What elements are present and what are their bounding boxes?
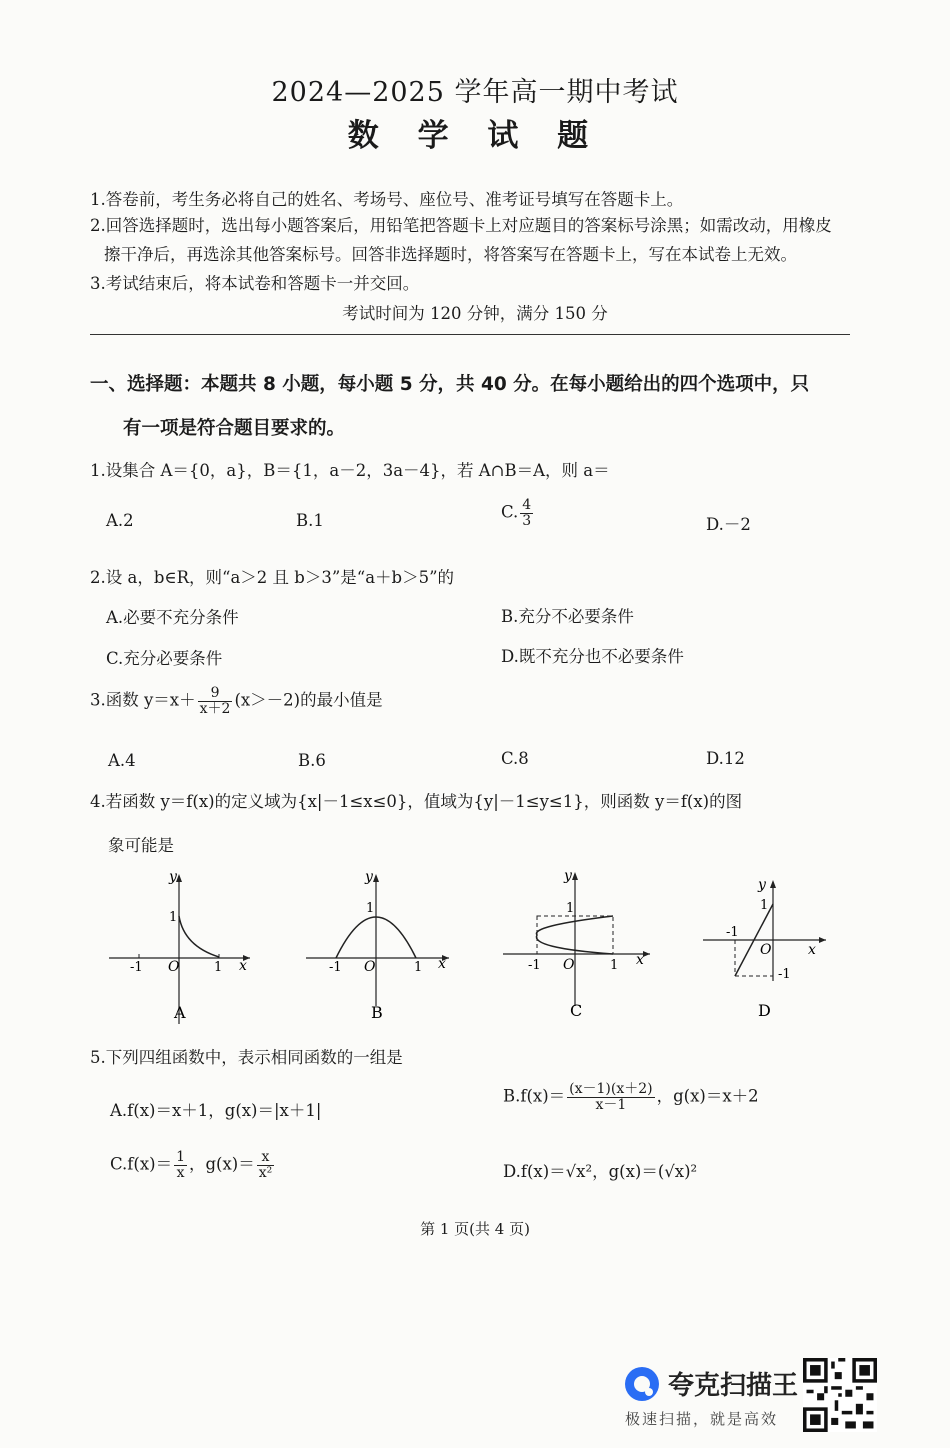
q1-c-numerator: 4 [522,497,532,513]
graph-a-curve [179,916,219,957]
q5-c-denominator-1: x [176,1164,185,1181]
section-heading-line1: 一、选择题：本题共 8 小题，每小题 5 分，共 40 分。在每小题给出的四个选项中，只 [90,374,810,395]
q3-numerator: 9 [198,686,233,702]
q2-option-a: A.必要不充分条件 [106,608,239,627]
graph-c-x-one: 1 [610,958,619,973]
graph-b-y-label: y [365,869,373,885]
graph-b-x-neg1: -1 [329,960,342,975]
graph-d-y-label: y [758,877,766,893]
graph-c-y-arrow [572,872,578,880]
graph-c-origin: O [563,957,575,973]
q5-stem: 5.下列四组函数中，表示相同函数的一组是 [90,1048,403,1067]
q4-stem-line1: 4.若函数 y＝f(x)的定义域为{x|－1≤x≤0}，值域为{y|－1≤y≤1}，则函数 y＝f(x)的图 [90,792,743,811]
graph-a-origin: O [168,959,180,975]
q5-option-c-fraction-2 [257,1150,275,1180]
graph-c-x-label: x [636,952,644,968]
quark-logo-icon [622,1364,662,1404]
q5-c-numerator-1: 1 [176,1149,185,1165]
page-number: 第 1 页(共 4 页) [420,1220,530,1238]
note-1: 1.答卷前，考生务必将自己的姓名、考场号、座位号、准考证号填写在答题卡上。 [90,190,684,209]
divider [90,334,850,335]
graph-a-y-label: y [169,869,177,885]
q1-option-d: D.－2 [706,515,751,534]
graph-c-x-arrow [643,951,650,957]
graph-a-x-one: 1 [214,960,223,975]
q2-option-c: C.充分必要条件 [106,649,223,668]
q5-option-b-fraction [567,1082,654,1112]
graph-c-caption: C [570,1001,583,1020]
graph-d [698,866,833,1026]
q1-option-b: B.1 [296,511,324,530]
q5-option-a: A.f(x)＝x＋1，g(x)＝|x＋1| [110,1101,322,1120]
q3-option-a: A.4 [108,751,136,770]
q5-option-d: D.f(x)＝√x²，g(x)＝(√x)² [503,1162,698,1181]
graph-b-x-label: x [438,956,446,972]
graph-c [500,866,655,1026]
graph-a-x-label: x [239,958,247,974]
watermark-slogan: 极速扫描，就是高效 [625,1410,779,1428]
q5-c-denominator-2: x² [258,1164,273,1181]
note-3: 3.考试结束后，将本试卷和答题卡一并交回。 [90,274,420,293]
q5-b-denominator: x－1 [595,1096,627,1113]
q2-option-b: B.充分不必要条件 [501,607,634,626]
q3-option-d: D.12 [706,749,745,768]
graph-b-y-one: 1 [366,901,375,916]
q3-stem [90,686,383,716]
q1-option-c-prefix: C. [501,502,519,522]
graph-d-y-neg1: -1 [778,967,791,982]
graph-d-origin: O [760,942,772,958]
q3-denominator: x＋2 [199,700,231,717]
note-2a: 2.回答选择题时，选出每小题答案后，用铅笔把答题卡上对应题目的答案标号涂黑；如需改动，用橡皮 [90,216,832,235]
graph-d-caption: D [758,1001,771,1020]
q2-option-d: D.既不充分也不必要条件 [501,647,684,666]
note-2b: 擦干净后，再选涂其他答案标号。回答非选择题时，将答案写在答题卡上，写在本试卷上无效。 [104,245,797,264]
graph-a-x-neg1: -1 [130,960,143,975]
graph-d-y-one: 1 [760,898,769,913]
q5-option-c [110,1150,276,1180]
q1-option-c [501,498,535,528]
q3-stem-suffix: (x＞－2)的最小值是 [234,690,383,710]
graph-a-caption: A [174,1003,186,1022]
graph-b-origin: O [364,959,376,975]
graph-b-x-one: 1 [414,960,423,975]
subject-title: 数 学 试 题 [347,118,603,154]
q2-stem: 2.设 a，b∈R，则“a＞2 且 b＞3”是“a＋b＞5”的 [90,568,455,587]
graph-a-y-one: 1 [169,910,178,925]
section-heading-line2: 有一项是符合题目要求的。 [123,418,346,439]
graph-b [303,866,453,1026]
q5-c-numerator-2: x [257,1150,275,1166]
graph-d-x-neg1: -1 [726,925,739,940]
exam-time: 考试时间为 120 分钟，满分 150 分 [342,304,608,323]
graph-b-caption: B [371,1003,383,1022]
graph-c-y-one: 1 [566,901,575,916]
graph-c-y-label: y [564,868,572,884]
exam-title: 2024—2025 学年高一期中考试 [271,77,679,108]
graph-c-x-neg1: -1 [528,958,541,973]
q1-stem: 1.设集合 A＝{0，a}，B＝{1，a－2，3a－4}，若 A∩B＝A，则 a＝ [90,461,610,480]
qr-code-icon [803,1358,877,1432]
graph-a [104,866,254,1026]
q5-option-b-suffix: ，g(x)＝x＋2 [656,1086,759,1106]
graph-d-y-arrow [770,880,776,888]
graph-d-x-label: x [808,942,816,958]
q5-option-b-prefix: B.f(x)＝ [503,1086,566,1106]
q3-fraction [198,686,233,716]
q5-option-b [503,1082,759,1112]
q1-option-a: A.2 [106,511,134,530]
watermark-brand: 夸克扫描王 [668,1371,799,1401]
q4-stem-line2: 象可能是 [108,836,174,855]
q5-option-c-fraction-1 [174,1150,187,1180]
q3-stem-prefix: 3.函数 y＝x＋ [90,690,196,710]
q5-option-c-mid: ，g(x)＝ [189,1154,255,1174]
q5-option-c-prefix: C.f(x)＝ [110,1154,173,1174]
q3-option-c: C.8 [501,749,529,768]
q1-c-denominator: 3 [522,512,532,529]
graph-b-y-arrow [373,874,379,882]
graph-d-x-arrow [819,937,826,943]
q5-b-numerator: (x－1)(x＋2) [569,1081,653,1097]
q3-option-b: B.6 [298,751,326,770]
q1-option-c-fraction [520,498,533,528]
